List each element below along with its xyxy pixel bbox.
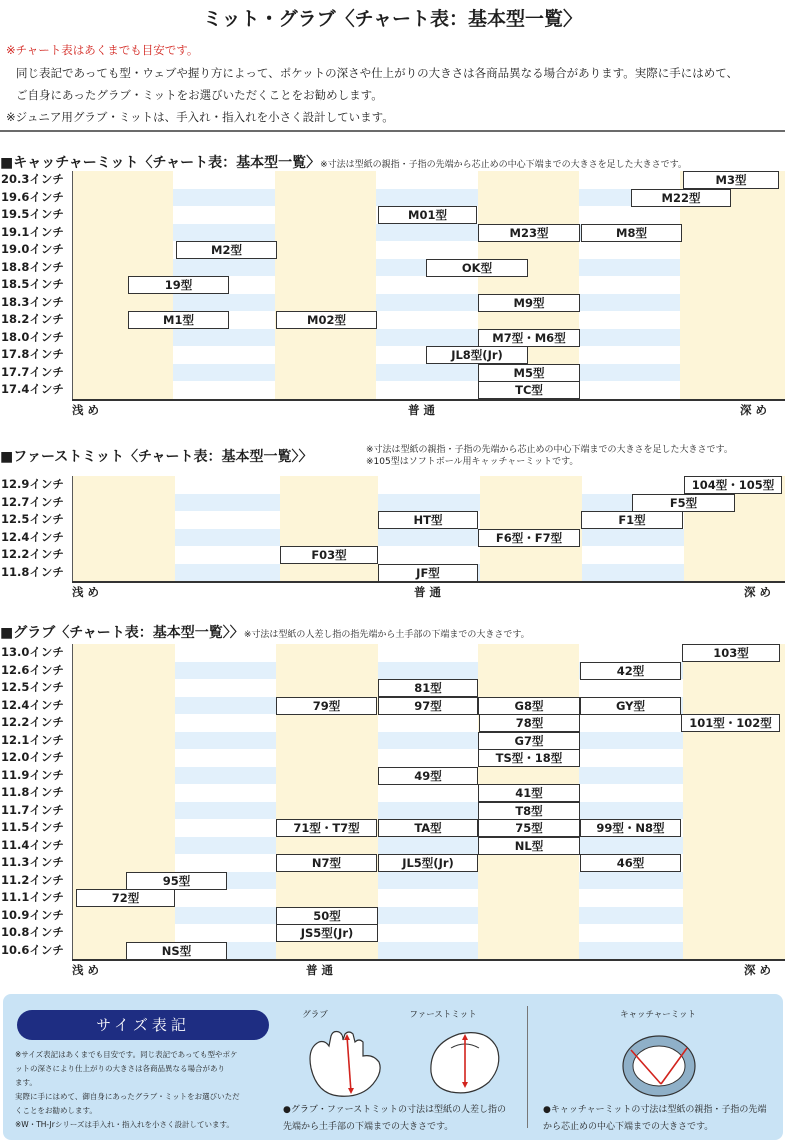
model-box: 97型 <box>378 697 478 715</box>
shade-band <box>683 889 785 907</box>
shade-band <box>276 784 378 802</box>
model-box: M8型 <box>581 224 682 242</box>
shade-band <box>276 872 378 890</box>
size-note-line: ※W・TH-Jrシリーズは手入れ・指入れを小さく設計しています。 <box>15 1120 234 1129</box>
model-box: NL型 <box>478 837 580 855</box>
shade-band <box>478 907 579 925</box>
model-box: JL5型(Jr) <box>378 854 478 872</box>
model-box: 49型 <box>378 767 478 785</box>
catcher-heading <box>0 152 687 172</box>
size-note-line: ットの深さにより仕上がりの大きさは各商品異なる場合があり <box>15 1064 225 1073</box>
glove-note: ※寸法は型紙の人差し指の指先端から土手部の下端までの大きさです。 <box>243 630 530 640</box>
intro-line: ご自身にあったグラブ・ミットをお選びいただくことをお勧めします。 <box>16 88 383 102</box>
shade-band <box>276 802 378 820</box>
shade-band <box>478 889 579 907</box>
shade-band <box>276 837 378 855</box>
chart-row <box>0 907 785 925</box>
size-label: 12.5インチ <box>0 511 72 529</box>
model-box: NS型 <box>126 942 227 960</box>
shade-band <box>680 206 785 224</box>
size-notes <box>15 1048 277 1132</box>
caption-line: ●キャッチャーミットの寸法は型紙の親指・子指の先端 <box>543 1105 767 1115</box>
shade-band <box>684 511 785 529</box>
chart-row <box>0 259 785 277</box>
model-box: F5型 <box>632 494 735 512</box>
shade-band <box>72 346 173 364</box>
model-box: 104型・105型 <box>684 476 782 494</box>
model-box: 99型・N8型 <box>580 819 681 837</box>
intro-text <box>6 62 782 128</box>
size-label: 12.4インチ <box>0 697 72 715</box>
first-note: ※105型はソフトボール用キャッチャーミットです。 <box>366 457 579 467</box>
size-label: 12.2インチ <box>0 714 72 732</box>
shade-band <box>275 276 376 294</box>
axis-label-deep: 深 め <box>744 963 772 977</box>
chart-row <box>0 644 785 662</box>
model-box: M23型 <box>478 224 580 242</box>
size-label: 18.5インチ <box>0 276 72 294</box>
shade-band <box>480 546 582 564</box>
model-box: M22型 <box>631 189 731 207</box>
chart-row <box>0 381 785 399</box>
shade-band <box>683 819 785 837</box>
intro-line: 同じ表記であっても型・ウェブや握り方によって、ポケットの深さや仕上がりの大きさは各商品異なる場合があります。実際に手にはめて、 <box>16 66 738 80</box>
shade-band <box>275 171 376 189</box>
shade-band <box>276 942 378 960</box>
shade-band <box>72 511 175 529</box>
glove-illustration-icon <box>303 1028 389 1100</box>
chart-row <box>0 311 785 329</box>
shade-band <box>480 476 582 494</box>
size-label: 11.2インチ <box>0 872 72 890</box>
shade-band <box>478 189 579 207</box>
label-divider <box>72 171 73 399</box>
shade-band <box>72 171 173 189</box>
chart-row <box>0 924 785 942</box>
label-divider <box>72 476 73 581</box>
size-note-line: ます。 <box>15 1078 37 1087</box>
section-divider <box>0 130 785 132</box>
caption-line: 先端から土手部の下端までの大きさです。 <box>283 1122 454 1132</box>
shade-band <box>72 907 175 925</box>
chart-row <box>0 476 785 494</box>
chart-row <box>0 749 785 767</box>
model-box: 75型 <box>478 819 580 837</box>
shade-band <box>280 511 378 529</box>
model-box: TS型・18型 <box>478 749 580 767</box>
shade-band <box>72 241 173 259</box>
model-box: GY型 <box>580 697 681 715</box>
model-box: TA型 <box>378 819 478 837</box>
intro-line: ※ジュニア用グラブ・ミットは、手入れ・指入れを小さく設計しています。 <box>6 110 394 124</box>
shade-band <box>72 679 175 697</box>
chart-row <box>0 802 785 820</box>
panel-divider <box>527 1006 528 1128</box>
shade-band <box>683 697 785 715</box>
model-box: T8型 <box>478 802 580 820</box>
model-box: F6型・F7型 <box>478 529 580 547</box>
shade-band <box>684 546 785 564</box>
size-label: 19.5インチ <box>0 206 72 224</box>
shade-band <box>680 381 785 399</box>
shade-band <box>275 329 376 347</box>
shade-band <box>684 529 785 547</box>
model-box: M01型 <box>378 206 477 224</box>
chart-row <box>0 546 785 564</box>
size-label-pill: サイズ表記 <box>17 1010 269 1040</box>
model-box: M2型 <box>176 241 277 259</box>
chart-row <box>0 872 785 890</box>
size-label: 11.3インチ <box>0 854 72 872</box>
shade-band <box>478 644 579 662</box>
shade-band <box>478 662 579 680</box>
shade-band <box>72 329 173 347</box>
shade-band <box>72 364 173 382</box>
shade-band <box>72 381 173 399</box>
shade-band <box>72 714 175 732</box>
model-box: 81型 <box>378 679 478 697</box>
shade-band <box>683 907 785 925</box>
size-label: 12.4インチ <box>0 529 72 547</box>
chart-row <box>0 294 785 312</box>
label-first: ファーストミット <box>409 1010 477 1020</box>
shade-band <box>683 942 785 960</box>
shade-band <box>72 819 175 837</box>
model-box: 72型 <box>76 889 175 907</box>
shade-band <box>684 564 785 582</box>
model-box: 103型 <box>682 644 780 662</box>
model-box: M7型・M6型 <box>478 329 580 347</box>
shade-band <box>683 749 785 767</box>
model-box: M02型 <box>276 311 377 329</box>
chart-row <box>0 171 785 189</box>
size-label: 11.4インチ <box>0 837 72 855</box>
shade-band <box>280 494 378 512</box>
model-box: F1型 <box>581 511 683 529</box>
size-label: 18.3インチ <box>0 294 72 312</box>
shade-band <box>276 662 378 680</box>
shade-band <box>478 942 579 960</box>
model-box: JL8型(Jr) <box>426 346 528 364</box>
shade-band <box>276 644 378 662</box>
shade-band <box>478 767 579 785</box>
shade-band <box>72 259 173 277</box>
size-label: 10.6インチ <box>0 942 72 960</box>
shade-band <box>72 564 175 582</box>
shade-band <box>72 189 173 207</box>
size-label: 18.0インチ <box>0 329 72 347</box>
shade-band <box>478 241 579 259</box>
size-label: 12.5インチ <box>0 679 72 697</box>
size-label: 18.8インチ <box>0 259 72 277</box>
catcher-caption <box>543 1102 766 1136</box>
size-label: 12.9インチ <box>0 476 72 494</box>
model-box: 50型 <box>276 907 378 925</box>
chart-row <box>0 714 785 732</box>
shade-band <box>683 837 785 855</box>
chart-row <box>0 784 785 802</box>
shade-band <box>72 476 175 494</box>
model-box: M3型 <box>683 171 779 189</box>
shade-band <box>275 259 376 277</box>
shade-band <box>683 854 785 872</box>
shade-band <box>280 529 378 547</box>
shade-band <box>275 189 376 207</box>
axis-line <box>72 399 785 401</box>
axis-label-deep: 深 め <box>744 585 772 599</box>
axis-label-shallow: 浅 め <box>72 585 100 599</box>
shade-band <box>72 749 175 767</box>
shade-band <box>478 276 579 294</box>
size-label: 12.0インチ <box>0 749 72 767</box>
shade-band <box>275 381 376 399</box>
chart-row <box>0 942 785 960</box>
chart-row <box>0 276 785 294</box>
shade-band <box>72 767 175 785</box>
label-glove: グラブ <box>302 1010 328 1020</box>
caption-line: ●グラブ・ファーストミットの寸法は型紙の人差し指の <box>283 1105 507 1115</box>
size-label: 11.1インチ <box>0 889 72 907</box>
model-box: F03型 <box>280 546 378 564</box>
size-label: 17.4インチ <box>0 381 72 399</box>
size-label: 12.2インチ <box>0 546 72 564</box>
model-box: 95型 <box>126 872 227 890</box>
model-box: JS5型(Jr) <box>276 924 378 942</box>
shade-band <box>275 206 376 224</box>
size-label: 19.0インチ <box>0 241 72 259</box>
size-label: 11.8インチ <box>0 564 72 582</box>
shade-band <box>478 872 579 890</box>
model-box: 42型 <box>580 662 681 680</box>
shade-band <box>478 924 579 942</box>
shade-band <box>683 802 785 820</box>
model-box: 46型 <box>580 854 681 872</box>
shade-band <box>478 311 579 329</box>
chart-row <box>0 346 785 364</box>
caption-line: から芯止めの中心下端までの大きさです。 <box>543 1122 714 1132</box>
shade-band <box>480 494 582 512</box>
size-note-line: ※サイズ表記はあくまでも目安です。同じ表記であっても型やポケ <box>15 1050 238 1059</box>
size-note-line: くことをお勧めします。 <box>15 1106 97 1115</box>
model-box: TC型 <box>478 381 580 399</box>
shade-band <box>478 206 579 224</box>
chart-row <box>0 732 785 750</box>
first-chart <box>0 476 785 600</box>
notice-text: ※チャート表はあくまでも目安です。 <box>6 43 199 57</box>
shade-band <box>276 679 378 697</box>
model-box: 19型 <box>128 276 229 294</box>
shade-band <box>72 294 173 312</box>
size-label: 11.7インチ <box>0 802 72 820</box>
size-label: 17.7インチ <box>0 364 72 382</box>
catcher-heading-text: ■キャッチャーミット〈チャート表：基本型一覧〉 <box>0 155 321 171</box>
shade-band <box>683 767 785 785</box>
model-box: G7型 <box>478 732 580 750</box>
shade-band <box>680 311 785 329</box>
chart-row <box>0 329 785 347</box>
shade-band <box>72 784 175 802</box>
chart-row <box>0 837 785 855</box>
shade-band <box>275 241 376 259</box>
shade-band <box>478 679 579 697</box>
shade-band <box>72 802 175 820</box>
model-box: M5型 <box>478 364 580 382</box>
shade-band <box>72 224 173 242</box>
shade-band <box>680 259 785 277</box>
shade-band <box>72 732 175 750</box>
shade-band <box>72 924 175 942</box>
size-label: 12.1インチ <box>0 732 72 750</box>
shade-band <box>280 564 378 582</box>
shade-band <box>478 171 579 189</box>
model-box: 79型 <box>276 697 377 715</box>
glove-caption <box>283 1102 506 1136</box>
model-box: JF型 <box>378 564 478 582</box>
shade-band <box>680 294 785 312</box>
shade-band <box>276 767 378 785</box>
shade-band <box>478 854 579 872</box>
model-box: OK型 <box>426 259 528 277</box>
shade-band <box>276 732 378 750</box>
axis-label-normal: 普 通 <box>306 963 334 977</box>
shade-band <box>683 872 785 890</box>
glove-heading <box>0 622 530 642</box>
shade-band <box>72 697 175 715</box>
shade-band <box>275 346 376 364</box>
shade-band <box>683 679 785 697</box>
size-label: 11.9インチ <box>0 767 72 785</box>
size-info-panel <box>3 994 783 1140</box>
first-heading: ■ファーストミット〈チャート表：基本型一覧〉〉 <box>0 449 313 465</box>
model-box: HT型 <box>378 511 478 529</box>
shade-band <box>680 224 785 242</box>
model-box: G8型 <box>478 697 580 715</box>
size-label: 10.9インチ <box>0 907 72 925</box>
size-label: 12.6インチ <box>0 662 72 680</box>
shade-band <box>276 714 378 732</box>
shade-band <box>72 529 175 547</box>
model-box: M1型 <box>128 311 229 329</box>
model-box: 78型 <box>479 714 580 732</box>
size-label: 18.2インチ <box>0 311 72 329</box>
shade-band <box>680 346 785 364</box>
model-box: 41型 <box>478 784 580 802</box>
size-label: 12.7インチ <box>0 494 72 512</box>
shade-band <box>275 364 376 382</box>
glove-heading-text: ■グラブ〈チャート表：基本型一覧〉〉 <box>0 625 244 641</box>
size-label: 19.1インチ <box>0 224 72 242</box>
size-label: 19.6インチ <box>0 189 72 207</box>
catcher-note: ※寸法は型紙の親指・子指の先端から芯止めの中心下端までの大きさを足した大きさです。 <box>320 160 687 170</box>
model-box: 101型・102型 <box>681 714 780 732</box>
model-box: N7型 <box>276 854 377 872</box>
glove-chart <box>0 644 785 980</box>
model-box: M9型 <box>478 294 580 312</box>
size-label: 11.5インチ <box>0 819 72 837</box>
shade-band <box>275 294 376 312</box>
size-label: 13.0インチ <box>0 644 72 662</box>
model-box: 71型・T7型 <box>276 819 377 837</box>
axis-label-normal: 普 通 <box>408 402 436 417</box>
shade-band <box>683 924 785 942</box>
shade-band <box>680 241 785 259</box>
size-label: 20.3インチ <box>0 171 72 189</box>
shade-band <box>72 546 175 564</box>
shade-band <box>275 224 376 242</box>
first-note: ※寸法は型紙の親指・子指の先端から芯止めの中心下端までの大きさを足した大きさです。 <box>366 445 733 455</box>
label-catcher: キャッチャーミット <box>619 1010 697 1020</box>
shade-band <box>280 476 378 494</box>
catcher-mitt-illustration-icon <box>615 1026 701 1098</box>
shade-band <box>480 511 582 529</box>
shade-band <box>683 732 785 750</box>
axis-label-deep: 深 め <box>740 402 768 417</box>
shade-band <box>683 784 785 802</box>
shade-band <box>480 564 582 582</box>
shade-band <box>276 749 378 767</box>
chart-row <box>0 241 785 259</box>
first-mitt-illustration-icon <box>421 1026 507 1098</box>
page-title: ミット・グラブ〈チャート表：基本型一覧〉 <box>202 8 583 30</box>
shade-band <box>683 662 785 680</box>
shade-band <box>72 837 175 855</box>
shade-band <box>72 494 175 512</box>
shade-band <box>680 276 785 294</box>
size-label: 11.8インチ <box>0 784 72 802</box>
axis-label-shallow: 浅 め <box>72 963 100 977</box>
shade-band <box>72 854 175 872</box>
size-label: 17.8インチ <box>0 346 72 364</box>
size-note-line: 実際に手にはめて、御自身にあったグラブ・ミットをお選びいただ <box>15 1092 240 1101</box>
first-notes <box>366 444 733 468</box>
chart-row <box>0 529 785 547</box>
shade-band <box>72 644 175 662</box>
shade-band <box>276 889 378 907</box>
shade-band <box>72 662 175 680</box>
catcher-chart <box>0 171 785 421</box>
axis-label-normal: 普 通 <box>414 585 442 599</box>
shade-band <box>680 364 785 382</box>
label-divider <box>72 644 73 959</box>
axis-label-shallow: 浅 め <box>72 402 100 417</box>
size-label: 10.8インチ <box>0 924 72 942</box>
shade-band <box>72 206 173 224</box>
shade-band <box>680 329 785 347</box>
chart-row <box>0 364 785 382</box>
